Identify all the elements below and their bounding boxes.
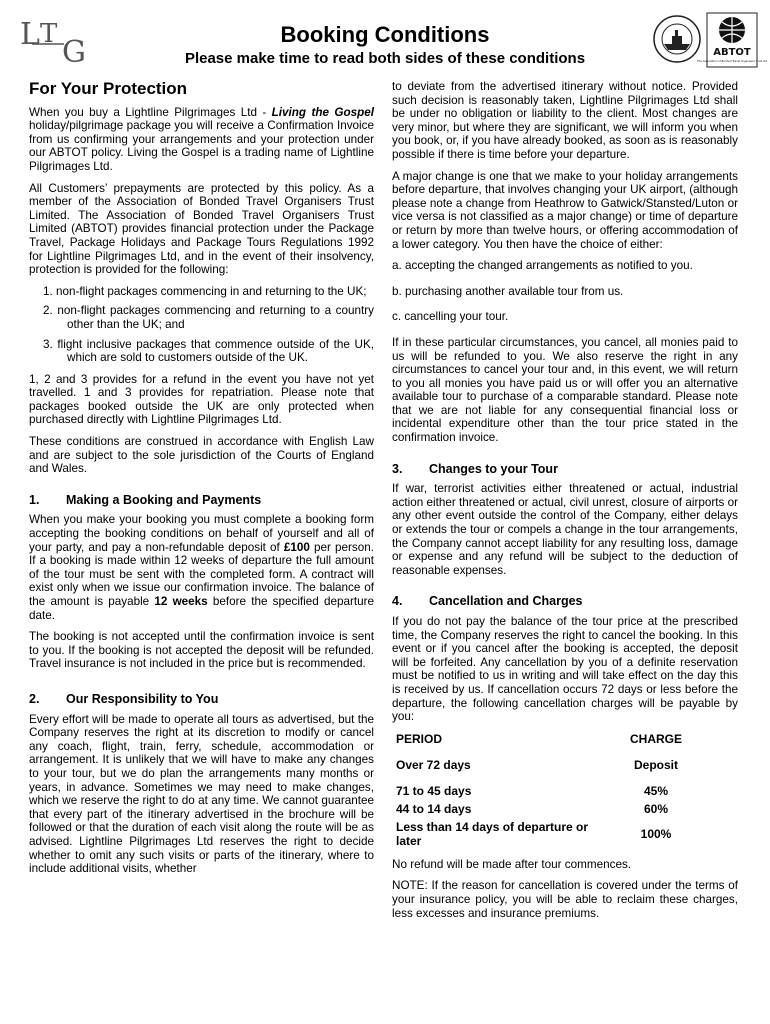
table-row: 71 to 45 days 45% [396,783,669,798]
protection-paragraph-2: All Customers’ prepayments are protected by this policy. As a member of the Association of Bonded Travel Organisers Trust Limited. The Association of Bonded Travel Organisers Trust Limited (ABTOT) provides financial protection under the Package Travel, Package Holidays and Package Tours Regulations 1992 for Lightline Pilgrimages Ltd, and in the event of their insolvency, protection is provided for the following: [29,181,374,277]
header-charge: CHARGE [629,731,682,746]
protection-paragraph-1: When you buy a Lightline Pilgrimages Ltd - Living the Gospel holiday/pilgrimage package you will receive a Confirmation Invoice from us confirming your arrangements and your protection under our ABTOT policy. Living the Gospel is a trading name of Lightline Pilgrimages Ltd. [29,105,374,173]
section-2-paragraph-3: If in these particular circumstances, you cancel, all monies paid to us will be refunded to you. We also reserve the right in any circumstances to cancel your tour and, in this event, we will return to you all monies you have paid us or will offer you an alternative available tour to purchase of a comparable standard. Please note that we are not liable for any consequential financial loss or incidental expenditure other than the tour price stated in the confirmation invoice. [392,335,738,445]
association-seal-icon [652,14,702,64]
table-row: Over 72 days Deposit [396,757,678,772]
left-column [29,80,374,884]
choice-a: a. accepting the changed arrangements as notified to you. [392,259,693,273]
table-header-row [396,732,696,750]
protection-paragraph-4: These conditions are construed in accordance with English Law and are subject to the sole jurisdiction of the Courts of England and Wales. [29,435,374,476]
list-item: 2. non-flight packages commencing and returning to a country other than the UK; and [43,304,374,331]
section-4-note: NOTE: If the reason for cancellation is covered under the terms of your insurance policy, you will be able to reclaim these charges, less excesses and insurance premiums. [392,879,738,920]
abtot-caption: The Association of Bonded Travel Organisers Trust Ltd [697,60,767,63]
section-1-heading: 1. Making a Booking and Payments [29,492,262,507]
cancellation-charges-table [396,732,696,852]
page-title: Booking Conditions [280,22,490,47]
page-subtitle: Please make time to read both sides of these conditions [184,50,586,67]
section-2-paragraph-2: A major change is one that we make to your holiday arrangements before departure, that involves changing your UK airport, (although please note a change from Heathrow to Gatwick/Stansted/Luton or vice versa is not classified as a major change) or time of departure or return by more than twelve hours, or offering accommodation of a lower category. You then have the choice of either: [392,169,738,251]
section-2-heading: 2. Our Responsibility to You [29,691,219,706]
section-1-paragraph-1: When you make your booking you must complete a booking form accepting the booking conditions on behalf of yourself and all of your party, and pay a non-refundable deposit of £100 per person. If a booking is made within 12 weeks of departure the full amount of the tour must be sent with the completed form. A contract will exist only when we issue our confirmation invoice. The balance of the amount is payable 12 weeks before the specified departure date. [29,513,375,622]
section-4-paragraph-2: No refund will be made after tour commences. [392,857,632,871]
svg-text:T: T [40,19,58,49]
choice-c: c. cancelling your tour. [392,310,509,324]
protection-paragraph-3: 1, 2 and 3 provides for a refund in the event you have not yet travelled. 1 and 3 provides for repatriation. Please note that packages booked outside the UK are only protected when purchased directly with Lightline Pilgrimages Ltd. [29,372,374,427]
svg-text:L: L [20,17,40,52]
section-3-heading: 3. Changes to your Tour [392,461,558,476]
section-4-heading: 4. Cancellation and Charges [392,594,583,609]
section-4-paragraph-1: If you do not pay the balance of the tour price at the prescribed time, the Company reserves the right to cancel the booking. In this event or if you cancel after the booking is accepted, the deposit will be forfeited. Any cancellation by you of a definite reservation must be notified to us in writing and will take effect on the day this is received by us. If cancellation occurs 72 days or less before the departure, the following cancellation charges will be payable by you: [392,615,738,724]
section-2-paragraph-1: Every effort will be made to operate all tours as advertised, but the Company reserves the right at its discretion to modify or cancel any coach, flight, train, ferry, schedule, accommodation or arrangement. It is unlikely that we will have to make any changes to your tour, but we do plan the arrangements many months or years, in advance. Sometimes we may need to make changes, which we reserve the right to do at any time. We cannot guarantee that every part of the itinerary advertised in the brochure will be followed or that the duration of each visit along the route will be as advised. Lightline Pilgrimages Ltd reserves the right to decide whether to omit any such visits or parts of the itinerary, where to include additional visits, whether [29,712,374,876]
abtot-logo [697,12,767,68]
protection-heading: For Your Protection [29,79,188,98]
svg-text:G: G [62,35,86,70]
table-row: Less than 14 days of departure or later 100% [396,819,672,848]
table-row: 44 to 14 days 60% [396,801,669,816]
section-1-paragraph-2: The booking is not accepted until the confirmation invoice is sent to you. If the booking is not accepted the deposit will be refunded. Travel insurance is not included in the price but is recommended. [29,630,374,671]
section-3-paragraph-1: If war, terrorist activities either threatened or actual, industrial action either threatened or actual, civil unrest, closure of airports or any other event outside the control of the Company, either delays or extends the tour or compels a change in the tour arrangements, the Company cannot accept liability for any resulting loss, damage or expense and any refund will be subject to the deduction of reasonable expenses. [392,482,738,577]
header-period: PERIOD [396,731,443,746]
section-2-paragraph-1-continued: to deviate from the advertised itinerary without notice. Provided such decision is reasonably taken, Lightline Pilgrimages Ltd shall be under no obligation or liability to the client. Most changes are very minor, but where they are significant, we will inform you when you book, or, if you have already booked, as soon as is reasonably possible if there is time before your departure. [392,80,738,161]
list-item: 3. flight inclusive packages that commence outside of the UK, which are sold to customers outside of the UK. [43,337,374,365]
right-column [392,80,738,928]
protection-list [29,285,374,365]
brand-name: Living the Gospel [271,105,374,119]
list-item: 1. non-flight packages commencing in and returning to the UK; [43,284,367,298]
choice-b: b. purchasing another available tour from us. [392,284,624,298]
abtot-label: ABTOT [713,47,751,58]
